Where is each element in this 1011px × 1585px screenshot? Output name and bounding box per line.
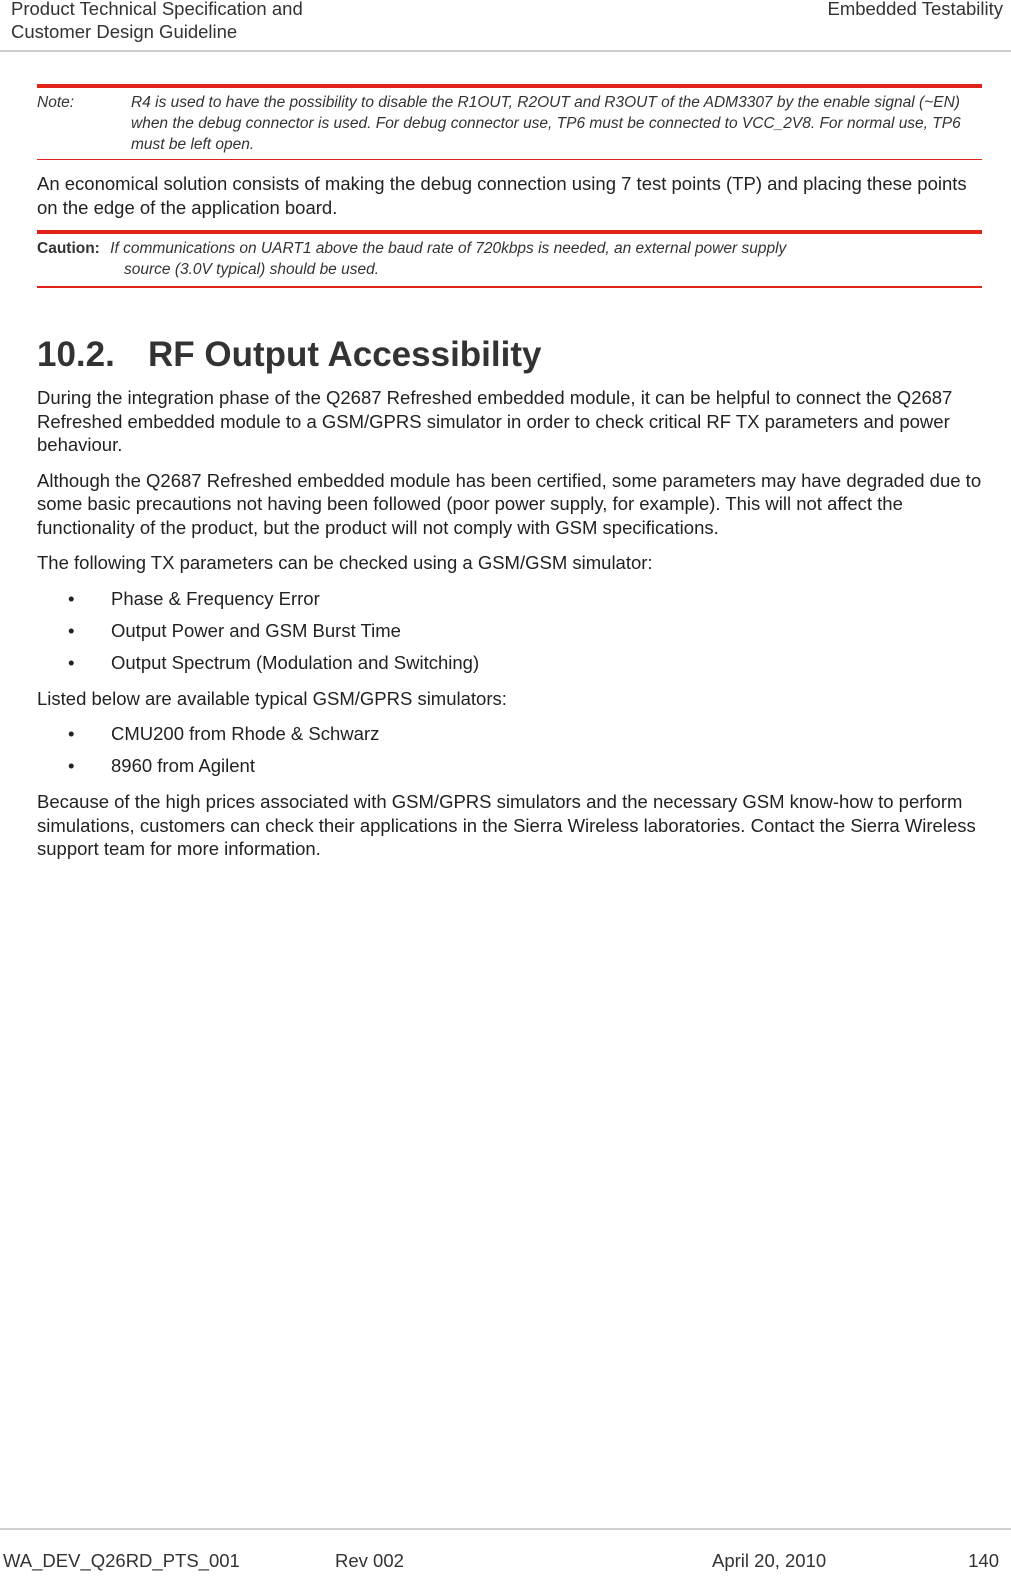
list-item: [37, 651, 982, 683]
caution-label: Caution:: [37, 240, 100, 257]
bullet-icon: •: [68, 723, 75, 744]
caution-box: [37, 230, 982, 288]
simulators-intro: Listed below are available typical GSM/GPRS simulators:: [37, 687, 507, 709]
bullet-icon: •: [68, 619, 75, 641]
closing-paragraph: Because of the high prices associated with GSM/GPRS simulators and the necessary GSM know-how to perform simulations, customers can check their applications in the Sierra Wireless laboratories. Contact the Sierra Wireless support team for more information.: [37, 791, 976, 859]
document-title-line-2: Customer Design Guideline: [11, 21, 238, 42]
document-title: [11, 0, 303, 43]
list-item: [37, 587, 982, 619]
note-box: [37, 84, 982, 160]
page-number: 140: [968, 1550, 999, 1571]
caution-text-line-1: If communications on UART1 above the baud rate of 720kbps is needed, an external power supply: [110, 240, 787, 257]
publication-date: April 20, 2010: [712, 1550, 827, 1571]
tx-parameters-list: [37, 587, 982, 683]
document-id: WA_DEV_Q26RD_PTS_001: [3, 1550, 240, 1571]
page-footer: [0, 1528, 1011, 1585]
list-item-text: 8960 from Agilent: [111, 755, 255, 776]
section-number: 10.2.: [37, 335, 115, 374]
list-item-text: Phase & Frequency Error: [111, 587, 320, 609]
tx-parameters-intro: The following TX parameters can be checked using a GSM/GSM simulator:: [37, 552, 653, 573]
list-item: [37, 722, 982, 754]
page-content: [37, 84, 982, 861]
list-item: [37, 619, 982, 651]
bullet-icon: •: [68, 587, 75, 609]
economical-solution-paragraph: An economical solution consists of making the debug connection using 7 test points (TP) and placing these points on the edge of the application board.: [37, 173, 967, 218]
note-text: R4 is used to have the possibility to disable the R1OUT, R2OUT and R3OUT of the ADM3307 by the enable signal (~EN) when the debug connector is used. For debug connector use, TP6 must be connected to VCC_2V8. For normal use, TP6 must be left open.: [131, 94, 961, 153]
note-label: Note:: [37, 94, 75, 111]
simulators-list: [37, 722, 982, 786]
list-item-text: Output Power and GSM Burst Time: [111, 619, 401, 641]
document-title-line-1: Product Technical Specification and: [11, 0, 303, 19]
list-item-text: CMU200 from Rhode & Schwarz: [111, 723, 380, 744]
caution-text-line-2: source (3.0V typical) should be used.: [124, 261, 380, 278]
revision: Rev 002: [335, 1550, 404, 1571]
list-item: [37, 754, 982, 786]
bullet-icon: •: [68, 651, 75, 673]
section-title: RF Output Accessibility: [148, 335, 542, 374]
chapter-title: Embedded Testability: [827, 0, 1003, 19]
list-item-text: Output Spectrum (Modulation and Switching): [111, 651, 480, 673]
bullet-icon: •: [68, 755, 75, 776]
integration-paragraph: During the integration phase of the Q2687 Refreshed embedded module, it can be helpful to connect the Q2687 Refreshed embedded module to a GSM/GPRS simulator in order to check critical RF TX parameters and power behaviour.: [37, 387, 953, 455]
page-header: [0, 0, 1011, 52]
certified-paragraph: Although the Q2687 Refreshed embedded module has been certified, some parameters may have degraded due to some basic precautions not having been followed (poor power supply, for example). This will not affect the functionality of the product, but the product will not comply with GSM specifications.: [37, 469, 982, 538]
section-heading: [37, 334, 982, 376]
